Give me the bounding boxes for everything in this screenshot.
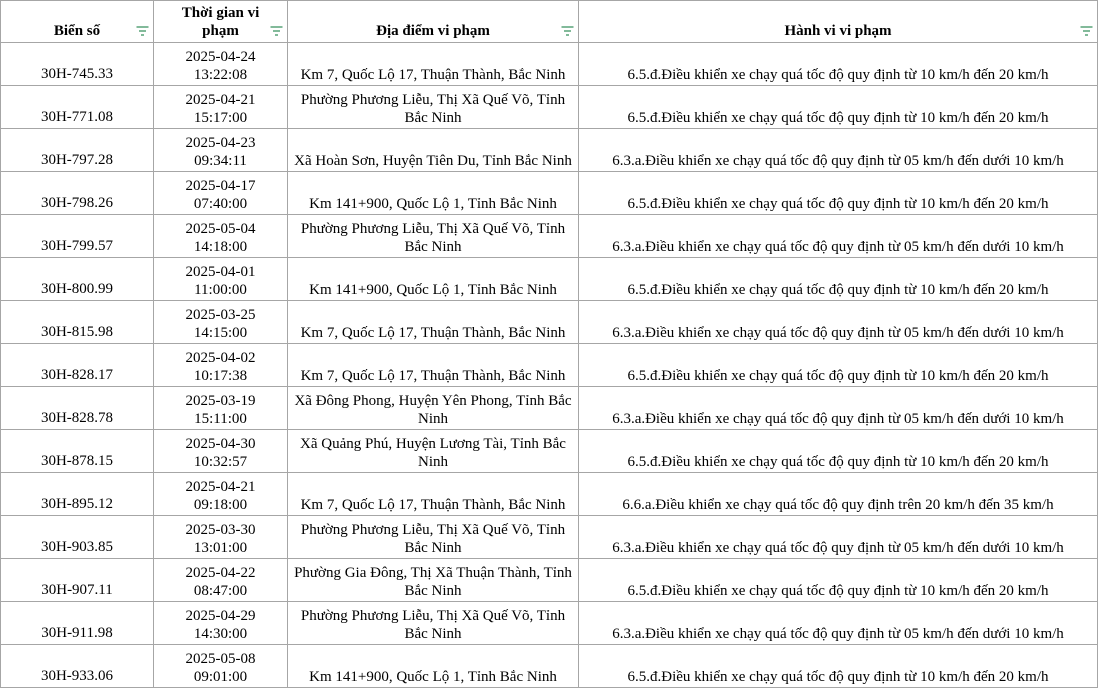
location-text: Km 7, Quốc Lộ 17, Thuận Thành, Bắc Ninh <box>300 325 566 341</box>
behavior-cell[interactable]: 6.3.a.Điều khiển xe chạy quá tốc độ quy định từ 05 km/h đến dưới 10 km/h <box>579 602 1098 645</box>
time-clock: 07:40:00 <box>193 196 248 212</box>
filter-dropdown-icon[interactable] <box>1080 26 1093 36</box>
location-text: Phường Phương Liễu, Thị Xã Quế Võ, Tỉnh Bắc Ninh <box>300 522 566 556</box>
location-cell[interactable] <box>288 473 579 516</box>
time-cell[interactable] <box>154 258 288 301</box>
location-text: Km 141+900, Quốc Lộ 1, Tỉnh Bắc Ninh <box>309 669 557 685</box>
plate-cell[interactable]: 30H-903.85 <box>1 516 154 559</box>
time-date: 2025-03-25 <box>185 307 256 323</box>
header-row <box>1 1 1098 43</box>
plate-cell[interactable]: 30H-745.33 <box>1 43 154 86</box>
header-time-label: Thời gian vi phạm <box>181 5 260 39</box>
plate-cell[interactable]: 30H-907.11 <box>1 559 154 602</box>
table-body <box>1 43 1098 688</box>
time-cell[interactable] <box>154 387 288 430</box>
location-cell[interactable] <box>288 430 579 473</box>
location-text: Km 7, Quốc Lộ 17, Thuận Thành, Bắc Ninh <box>300 67 566 83</box>
behavior-cell[interactable]: 6.5.đ.Điều khiển xe chạy quá tốc độ quy định từ 10 km/h đến 20 km/h <box>579 430 1098 473</box>
table-row[interactable] <box>1 430 1098 473</box>
plate-cell[interactable]: 30H-828.78 <box>1 387 154 430</box>
table-row[interactable] <box>1 473 1098 516</box>
time-date: 2025-03-19 <box>185 393 256 409</box>
location-text: Phường Phương Liễu, Thị Xã Quế Võ, Tỉnh Bắc Ninh <box>300 608 566 642</box>
time-clock: 14:30:00 <box>193 626 248 642</box>
table-row[interactable] <box>1 387 1098 430</box>
location-text: Km 141+900, Quốc Lộ 1, Tỉnh Bắc Ninh <box>309 282 557 298</box>
time-cell[interactable] <box>154 215 288 258</box>
table-row[interactable] <box>1 645 1098 688</box>
location-text: Phường Phương Liễu, Thị Xã Quế Võ, Tỉnh Bắc Ninh <box>300 92 566 126</box>
plate-cell[interactable]: 30H-828.17 <box>1 344 154 387</box>
location-text: Km 141+900, Quốc Lộ 1, Tỉnh Bắc Ninh <box>309 196 557 212</box>
time-clock: 09:01:00 <box>193 669 248 685</box>
behavior-cell[interactable]: 6.3.a.Điều khiển xe chạy quá tốc độ quy định từ 05 km/h đến dưới 10 km/h <box>579 387 1098 430</box>
time-date: 2025-04-21 <box>185 92 256 108</box>
time-clock: 14:18:00 <box>193 239 248 255</box>
behavior-cell[interactable]: 6.3.a.Điều khiển xe chạy quá tốc độ quy định từ 05 km/h đến dưới 10 km/h <box>579 215 1098 258</box>
table-row[interactable] <box>1 559 1098 602</box>
time-cell[interactable] <box>154 645 288 688</box>
time-date: 2025-04-29 <box>185 608 256 624</box>
time-cell[interactable] <box>154 559 288 602</box>
time-date: 2025-05-04 <box>185 221 256 237</box>
plate-cell[interactable]: 30H-895.12 <box>1 473 154 516</box>
table-row[interactable] <box>1 344 1098 387</box>
location-text: Phường Gia Đông, Thị Xã Thuận Thành, Tỉnh Bắc Ninh <box>294 565 572 599</box>
location-cell[interactable] <box>288 258 579 301</box>
time-clock: 15:11:00 <box>194 411 247 427</box>
time-cell[interactable] <box>154 43 288 86</box>
table-row[interactable] <box>1 172 1098 215</box>
header-behavior-label: Hành vi vi phạm <box>784 23 892 39</box>
time-cell[interactable] <box>154 516 288 559</box>
plate-cell[interactable]: 30H-798.26 <box>1 172 154 215</box>
time-cell[interactable] <box>154 86 288 129</box>
time-date: 2025-04-30 <box>185 436 256 452</box>
table-row[interactable] <box>1 129 1098 172</box>
time-date: 2025-04-24 <box>185 49 256 65</box>
plate-cell[interactable]: 30H-815.98 <box>1 301 154 344</box>
table-row[interactable] <box>1 258 1098 301</box>
table-row[interactable] <box>1 215 1098 258</box>
time-date: 2025-04-01 <box>185 264 256 280</box>
behavior-cell[interactable]: 6.6.a.Điều khiển xe chạy quá tốc độ quy định trên 20 km/h đến 35 km/h <box>579 473 1098 516</box>
plate-cell[interactable]: 30H-911.98 <box>1 602 154 645</box>
time-date: 2025-05-08 <box>185 651 256 667</box>
location-cell[interactable] <box>288 215 579 258</box>
time-clock: 08:47:00 <box>193 583 248 599</box>
behavior-cell[interactable]: 6.5.đ.Điều khiển xe chạy quá tốc độ quy định từ 10 km/h đến 20 km/h <box>579 86 1098 129</box>
location-cell[interactable] <box>288 43 579 86</box>
time-clock: 13:22:08 <box>193 67 248 83</box>
time-cell[interactable] <box>154 602 288 645</box>
time-cell[interactable] <box>154 172 288 215</box>
behavior-cell[interactable]: 6.5.đ.Điều khiển xe chạy quá tốc độ quy định từ 10 km/h đến 20 km/h <box>579 559 1098 602</box>
location-cell[interactable] <box>288 645 579 688</box>
behavior-cell[interactable]: 6.5.đ.Điều khiển xe chạy quá tốc độ quy định từ 10 km/h đến 20 km/h <box>579 172 1098 215</box>
location-text: Xã Hoàn Sơn, Huyện Tiên Du, Tỉnh Bắc Ninh <box>294 153 572 169</box>
plate-cell[interactable]: 30H-878.15 <box>1 430 154 473</box>
time-clock: 15:17:00 <box>193 110 248 126</box>
header-location <box>288 1 579 43</box>
filter-dropdown-icon[interactable] <box>136 26 149 36</box>
time-cell[interactable] <box>154 430 288 473</box>
location-text: Km 7, Quốc Lộ 17, Thuận Thành, Bắc Ninh <box>300 368 566 384</box>
time-date: 2025-04-22 <box>185 565 256 581</box>
location-cell[interactable] <box>288 602 579 645</box>
location-cell[interactable] <box>288 301 579 344</box>
table-row[interactable] <box>1 516 1098 559</box>
filter-dropdown-icon[interactable] <box>270 26 283 36</box>
table-row[interactable] <box>1 602 1098 645</box>
header-plate-label: Biển số <box>53 23 101 39</box>
behavior-cell[interactable]: 6.5.đ.Điều khiển xe chạy quá tốc độ quy định từ 10 km/h đến 20 km/h <box>579 645 1098 688</box>
behavior-cell[interactable]: 6.3.a.Điều khiển xe chạy quá tốc độ quy định từ 05 km/h đến dưới 10 km/h <box>579 516 1098 559</box>
time-cell[interactable] <box>154 473 288 516</box>
location-cell[interactable] <box>288 172 579 215</box>
location-text: Xã Đông Phong, Huyện Yên Phong, Tỉnh Bắc Ninh <box>294 393 572 427</box>
table-row[interactable] <box>1 301 1098 344</box>
header-plate <box>1 1 154 43</box>
time-date: 2025-04-17 <box>185 178 256 194</box>
table-row[interactable] <box>1 43 1098 86</box>
plate-cell[interactable]: 30H-797.28 <box>1 129 154 172</box>
location-cell[interactable] <box>288 559 579 602</box>
behavior-cell[interactable]: 6.5.đ.Điều khiển xe chạy quá tốc độ quy định từ 10 km/h đến 20 km/h <box>579 344 1098 387</box>
behavior-cell[interactable]: 6.5.đ.Điều khiển xe chạy quá tốc độ quy định từ 10 km/h đến 20 km/h <box>579 43 1098 86</box>
location-cell[interactable] <box>288 387 579 430</box>
time-cell[interactable] <box>154 129 288 172</box>
plate-cell[interactable]: 30H-799.57 <box>1 215 154 258</box>
location-cell[interactable] <box>288 129 579 172</box>
location-text: Phường Phương Liễu, Thị Xã Quế Võ, Tỉnh Bắc Ninh <box>300 221 566 255</box>
time-date: 2025-04-23 <box>185 135 256 151</box>
behavior-cell[interactable]: 6.5.đ.Điều khiển xe chạy quá tốc độ quy định từ 10 km/h đến 20 km/h <box>579 258 1098 301</box>
time-date: 2025-04-02 <box>185 350 256 366</box>
time-clock: 09:18:00 <box>193 497 248 513</box>
time-clock: 10:32:57 <box>193 454 248 470</box>
time-clock: 14:15:00 <box>193 325 248 341</box>
time-clock: 13:01:00 <box>193 540 248 556</box>
plate-cell[interactable]: 30H-933.06 <box>1 645 154 688</box>
time-clock: 11:00:00 <box>194 282 247 298</box>
location-cell[interactable] <box>288 86 579 129</box>
location-cell[interactable] <box>288 344 579 387</box>
behavior-cell[interactable]: 6.3.a.Điều khiển xe chạy quá tốc độ quy định từ 05 km/h đến dưới 10 km/h <box>579 301 1098 344</box>
time-clock: 10:17:38 <box>193 368 248 384</box>
location-text: Km 7, Quốc Lộ 17, Thuận Thành, Bắc Ninh <box>300 497 566 513</box>
time-clock: 09:34:11 <box>194 153 247 169</box>
header-behavior <box>579 1 1098 43</box>
plate-cell[interactable]: 30H-771.08 <box>1 86 154 129</box>
location-text: Xã Quảng Phú, Huyện Lương Tài, Tỉnh Bắc Ninh <box>300 436 566 470</box>
header-time <box>154 1 288 43</box>
filter-dropdown-icon[interactable] <box>561 26 574 36</box>
behavior-cell[interactable]: 6.3.a.Điều khiển xe chạy quá tốc độ quy định từ 05 km/h đến dưới 10 km/h <box>579 129 1098 172</box>
time-date: 2025-03-30 <box>185 522 256 538</box>
location-cell[interactable] <box>288 516 579 559</box>
time-cell[interactable] <box>154 344 288 387</box>
plate-cell[interactable]: 30H-800.99 <box>1 258 154 301</box>
header-location-label: Địa điểm vi phạm <box>376 23 490 39</box>
time-date: 2025-04-21 <box>185 479 256 495</box>
table-row[interactable] <box>1 86 1098 129</box>
time-cell[interactable] <box>154 301 288 344</box>
